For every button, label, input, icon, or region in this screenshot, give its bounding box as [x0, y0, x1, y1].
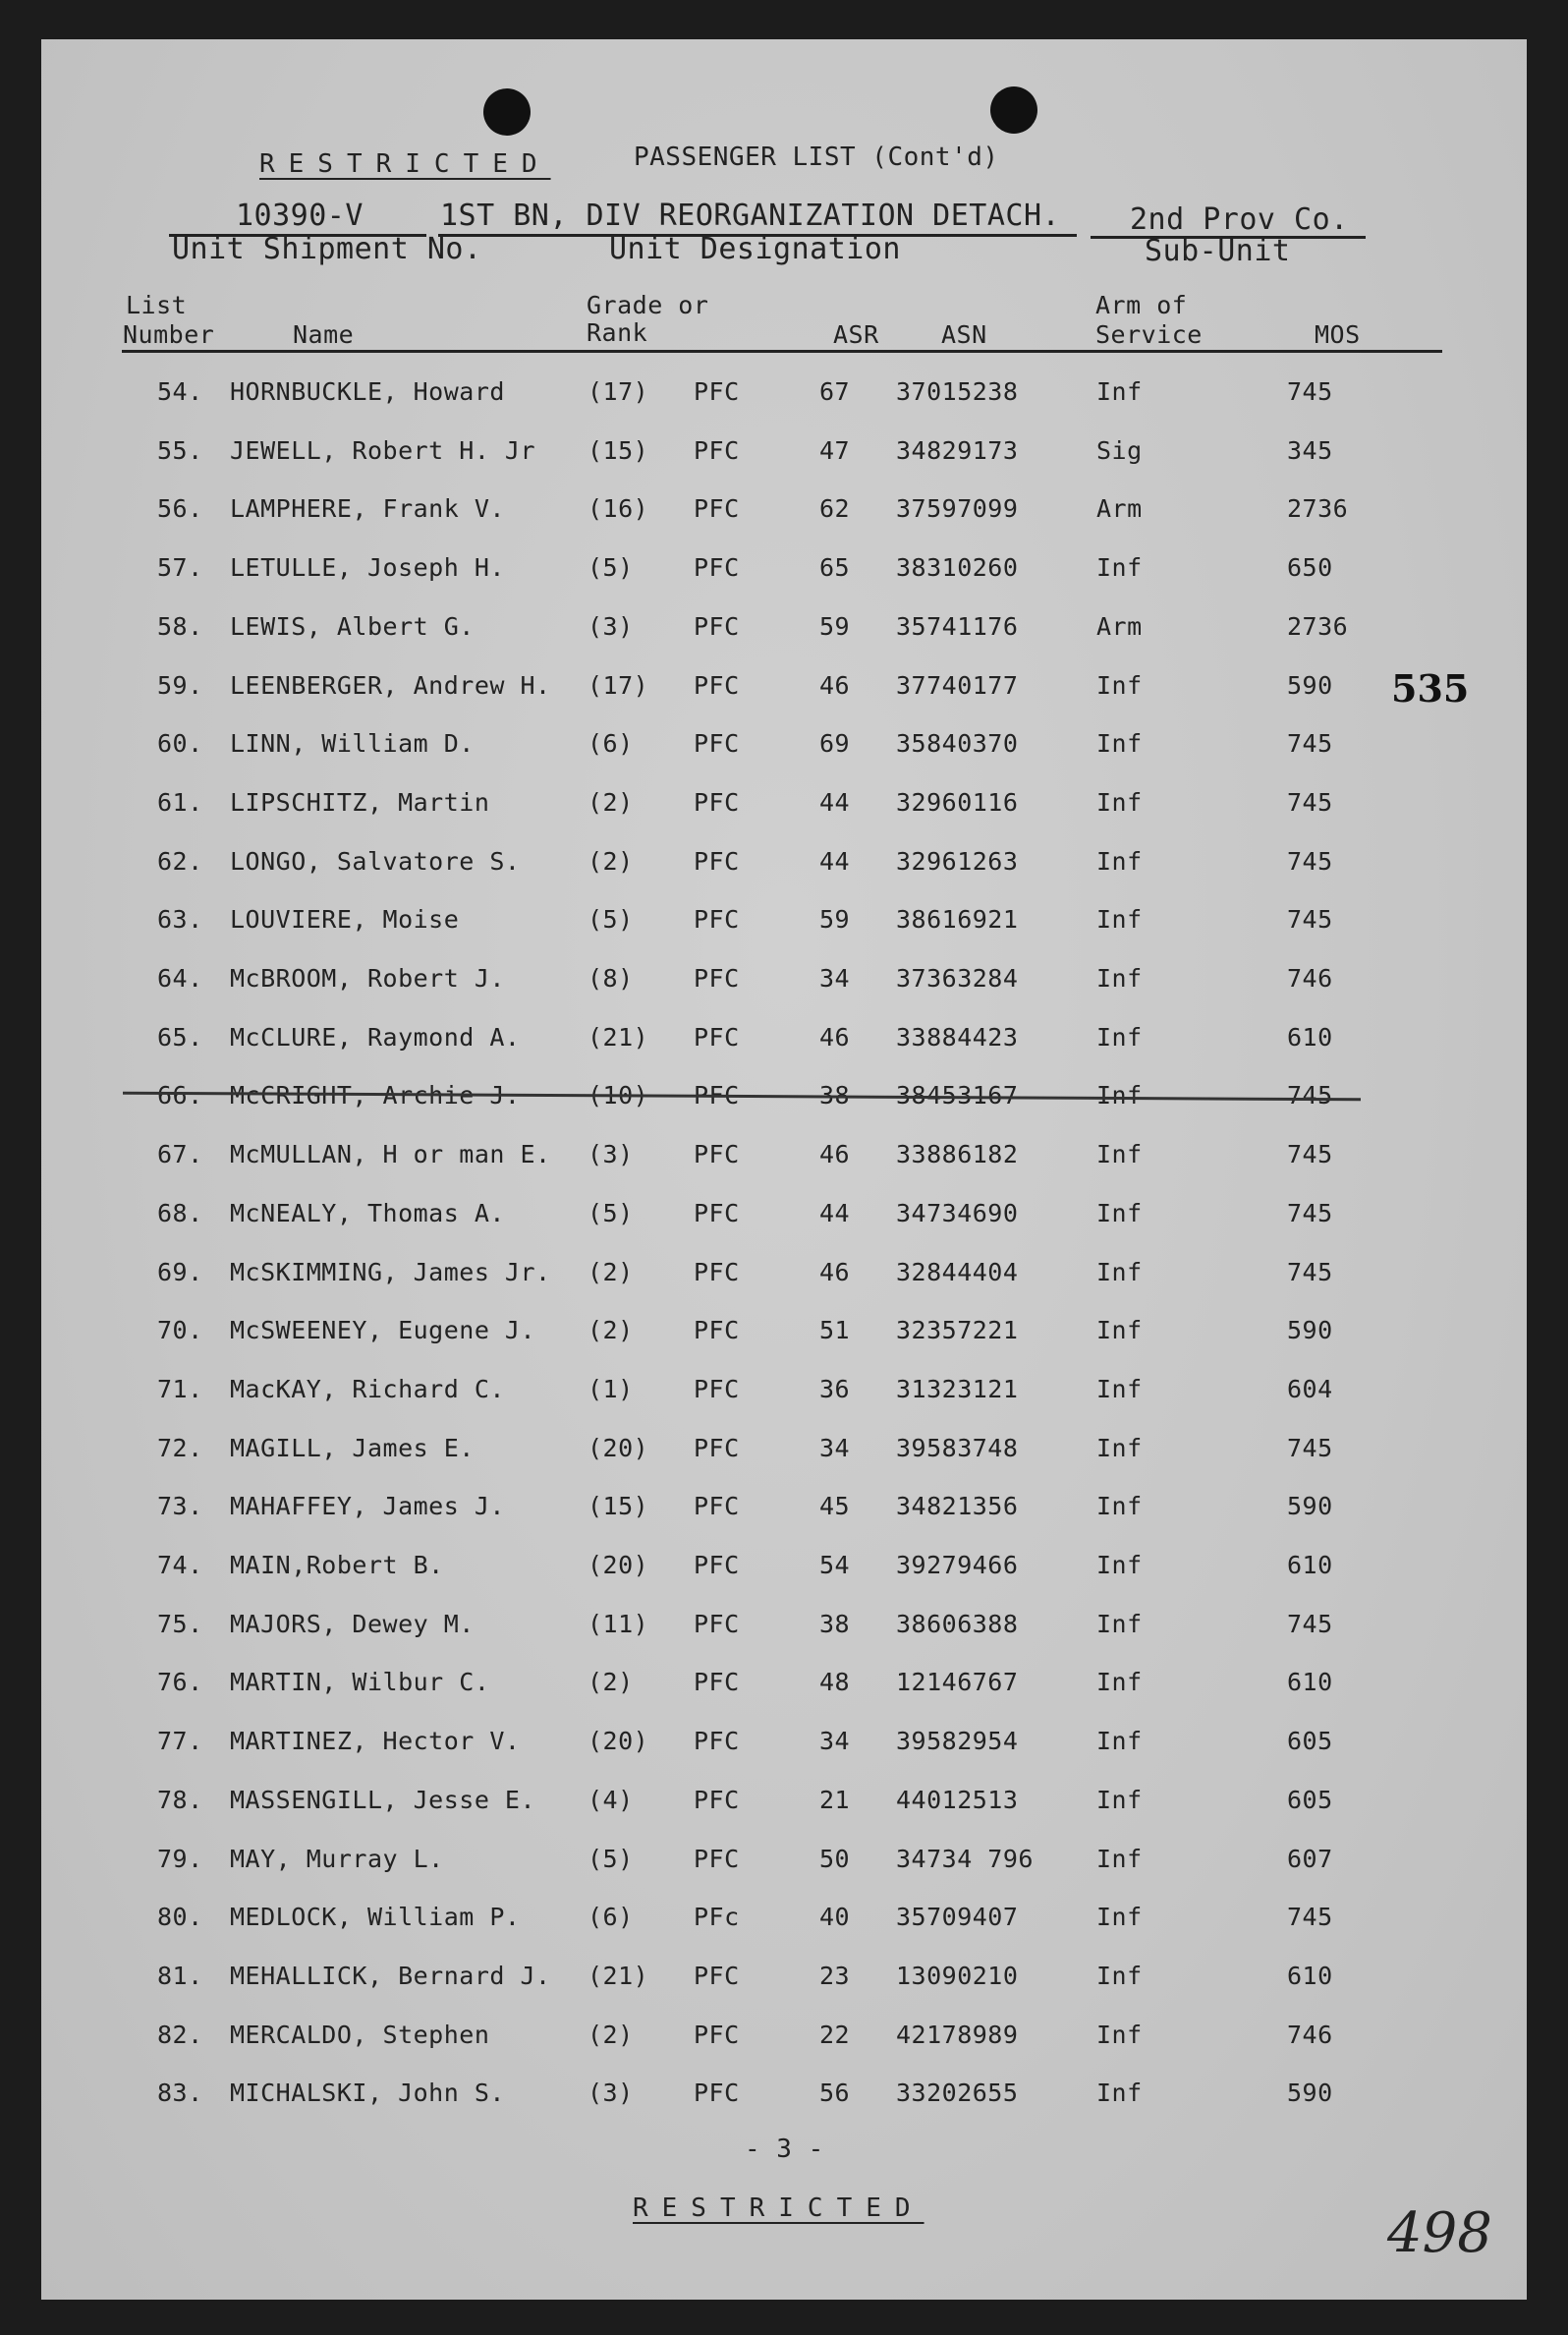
cell-grade: (4) — [588, 1786, 634, 1814]
cell-arm: Inf — [1096, 1316, 1143, 1344]
cell-num: 56. — [157, 494, 203, 523]
cell-num: 77. — [157, 1727, 203, 1755]
cell-arm: Inf — [1096, 1786, 1143, 1814]
sub-unit: 2nd Prov Co. — [1130, 202, 1349, 237]
cell-arm: Inf — [1096, 1610, 1143, 1638]
unit-designation: 1ST BN, DIV REORGANIZATION DETACH. — [440, 199, 1061, 233]
table-row — [0, 671, 1568, 711]
cell-asr: 59 — [819, 612, 851, 641]
cell-grade: (6) — [588, 1903, 634, 1931]
handwritten-page-number: 498 — [1387, 2201, 1492, 2265]
cell-rank: PFC — [694, 2079, 740, 2107]
cell-asn: 34734 796 — [896, 1845, 1034, 1873]
cell-num: 54. — [157, 377, 203, 406]
table-row — [0, 1668, 1568, 1707]
cell-grade: (15) — [588, 1492, 649, 1520]
cell-rank: PFC — [694, 553, 740, 582]
cell-grade: (5) — [588, 905, 634, 934]
cell-rank: PFC — [694, 1199, 740, 1227]
cell-asr: 23 — [819, 1962, 851, 1990]
cell-grade: (6) — [588, 729, 634, 758]
cell-asn: 37740177 — [896, 671, 1019, 700]
classification-header: RESTRICTED — [259, 149, 551, 179]
cell-num: 65. — [157, 1023, 203, 1052]
cell-asn: 35709407 — [896, 1903, 1019, 1931]
cell-name: LAMPHERE, Frank V. — [230, 494, 505, 523]
cell-rank: PFC — [694, 1551, 740, 1579]
cell-arm: Inf — [1096, 1081, 1143, 1110]
cell-num: 83. — [157, 2079, 203, 2107]
cell-name: MICHALSKI, John S. — [230, 2079, 505, 2107]
cell-asr: 46 — [819, 1258, 851, 1286]
cell-rank: PFC — [694, 1727, 740, 1755]
cell-arm: Inf — [1096, 1903, 1143, 1931]
cell-num: 80. — [157, 1903, 203, 1931]
cell-arm: Inf — [1096, 1434, 1143, 1462]
table-row — [0, 847, 1568, 886]
cell-name: JEWELL, Robert H. Jr — [230, 436, 536, 465]
cell-asn: 39583748 — [896, 1434, 1019, 1462]
cell-rank: PFC — [694, 847, 740, 876]
cell-num: 57. — [157, 553, 203, 582]
cell-mos: 745 — [1287, 1199, 1333, 1227]
cell-mos: 746 — [1287, 964, 1333, 993]
cell-rank: PFC — [694, 1375, 740, 1403]
cell-asr: 21 — [819, 1786, 851, 1814]
cell-asr: 46 — [819, 1140, 851, 1168]
cell-grade: (2) — [588, 1316, 634, 1344]
col-rank-label: Rank — [587, 318, 648, 347]
unit-label: Unit Designation — [609, 232, 901, 266]
col-number-label: Number — [123, 320, 215, 349]
table-row — [0, 1845, 1568, 1884]
cell-num: 62. — [157, 847, 203, 876]
cell-arm: Inf — [1096, 1199, 1143, 1227]
cell-asn: 33884423 — [896, 1023, 1019, 1052]
cell-arm: Inf — [1096, 1375, 1143, 1403]
cell-arm: Inf — [1096, 553, 1143, 582]
cell-name: MERCALDO, Stephen — [230, 2021, 490, 2049]
table-row — [0, 1081, 1568, 1120]
cell-name: MAY, Murray L. — [230, 1845, 444, 1873]
cell-grade: (10) — [588, 1081, 649, 1110]
cell-num: 70. — [157, 1316, 203, 1344]
cell-name: McCLURE, Raymond A. — [230, 1023, 521, 1052]
cell-mos: 745 — [1287, 1081, 1333, 1110]
cell-asr: 34 — [819, 964, 851, 993]
cell-arm: Inf — [1096, 788, 1143, 817]
column-header-rule — [122, 350, 1442, 353]
cell-asr: 34 — [819, 1727, 851, 1755]
cell-asn: 37015238 — [896, 377, 1019, 406]
cell-asn: 12146767 — [896, 1668, 1019, 1696]
cell-asr: 34 — [819, 1434, 851, 1462]
cell-asn: 39582954 — [896, 1727, 1019, 1755]
cell-arm: Sig — [1096, 436, 1143, 465]
cell-asr: 44 — [819, 788, 851, 817]
cell-asn: 34821356 — [896, 1492, 1019, 1520]
shipment-number: 10390-V — [236, 199, 364, 233]
cell-num: 76. — [157, 1668, 203, 1696]
cell-num: 60. — [157, 729, 203, 758]
cell-rank: PFC — [694, 964, 740, 993]
cell-rank: PFC — [694, 905, 740, 934]
cell-asr: 50 — [819, 1845, 851, 1873]
cell-mos: 745 — [1287, 377, 1333, 406]
cell-mos: 745 — [1287, 1258, 1333, 1286]
cell-name: MEDLOCK, William P. — [230, 1903, 521, 1931]
col-mos-label: MOS — [1315, 320, 1361, 349]
cell-grade: (1) — [588, 1375, 634, 1403]
cell-arm: Inf — [1096, 2079, 1143, 2107]
cell-mos: 605 — [1287, 1786, 1333, 1814]
table-row — [0, 1375, 1568, 1414]
table-row — [0, 1492, 1568, 1531]
cell-asr: 65 — [819, 553, 851, 582]
cell-rank: PFC — [694, 1845, 740, 1873]
cell-grade: (20) — [588, 1434, 649, 1462]
cell-rank: PFC — [694, 1434, 740, 1462]
table-row — [0, 1610, 1568, 1649]
table-row — [0, 1786, 1568, 1825]
cell-grade: (17) — [588, 377, 649, 406]
cell-name: MAGILL, James E. — [230, 1434, 475, 1462]
document-title: PASSENGER LIST (Cont'd) — [634, 142, 999, 172]
table-row — [0, 1434, 1568, 1473]
cell-asr: 46 — [819, 671, 851, 700]
cell-asn: 37363284 — [896, 964, 1019, 993]
cell-name: McNEALY, Thomas A. — [230, 1199, 505, 1227]
cell-asr: 22 — [819, 2021, 851, 2049]
cell-name: MASSENGILL, Jesse E. — [230, 1786, 536, 1814]
cell-mos: 2736 — [1287, 612, 1349, 641]
cell-grade: (5) — [588, 1199, 634, 1227]
cell-name: McCRIGHT, Archie J. — [230, 1081, 521, 1110]
cell-name: MAIN,Robert B. — [230, 1551, 444, 1579]
table-row — [0, 1140, 1568, 1179]
cell-grade: (8) — [588, 964, 634, 993]
cell-rank: PFc — [694, 1903, 740, 1931]
cell-asn: 32357221 — [896, 1316, 1019, 1344]
cell-arm: Inf — [1096, 1668, 1143, 1696]
cell-arm: Arm — [1096, 494, 1143, 523]
cell-mos: 745 — [1287, 1903, 1333, 1931]
cell-mos: 590 — [1287, 1316, 1333, 1344]
cell-num: 81. — [157, 1962, 203, 1990]
cell-grade: (11) — [588, 1610, 649, 1638]
cell-mos: 590 — [1287, 1492, 1333, 1520]
cell-arm: Inf — [1096, 964, 1143, 993]
cell-arm: Inf — [1096, 1140, 1143, 1168]
cell-arm: Inf — [1096, 377, 1143, 406]
table-row — [0, 1551, 1568, 1590]
cell-asn: 35840370 — [896, 729, 1019, 758]
cell-grade: (20) — [588, 1727, 649, 1755]
cell-asn: 39279466 — [896, 1551, 1019, 1579]
cell-mos: 745 — [1287, 1434, 1333, 1462]
cell-asr: 51 — [819, 1316, 851, 1344]
cell-asr: 47 — [819, 436, 851, 465]
cell-asn: 31323121 — [896, 1375, 1019, 1403]
shipment-label: Unit Shipment No. — [172, 232, 482, 266]
cell-name: McSWEENEY, Eugene J. — [230, 1316, 536, 1344]
cell-rank: PFC — [694, 377, 740, 406]
cell-mos: 610 — [1287, 1962, 1333, 1990]
cell-num: 79. — [157, 1845, 203, 1873]
table-row — [0, 1258, 1568, 1297]
cell-mos: 590 — [1287, 2079, 1333, 2107]
cell-asn: 32961263 — [896, 847, 1019, 876]
cell-num: 69. — [157, 1258, 203, 1286]
cell-asn: 38310260 — [896, 553, 1019, 582]
cell-name: MARTINEZ, Hector V. — [230, 1727, 521, 1755]
cell-num: 73. — [157, 1492, 203, 1520]
cell-name: LOUVIERE, Moise — [230, 905, 460, 934]
cell-grade: (2) — [588, 1668, 634, 1696]
cell-name: MEHALLICK, Bernard J. — [230, 1962, 551, 1990]
cell-asr: 62 — [819, 494, 851, 523]
cell-asn: 32844404 — [896, 1258, 1019, 1286]
cell-mos: 605 — [1287, 1727, 1333, 1755]
cell-asn: 34734690 — [896, 1199, 1019, 1227]
cell-name: LETULLE, Joseph H. — [230, 553, 505, 582]
cell-rank: PFC — [694, 1610, 740, 1638]
cell-num: 61. — [157, 788, 203, 817]
col-asr-label: ASR — [833, 320, 879, 349]
cell-arm: Inf — [1096, 1551, 1143, 1579]
cell-grade: (2) — [588, 847, 634, 876]
cell-num: 78. — [157, 1786, 203, 1814]
cell-asr: 36 — [819, 1375, 851, 1403]
cell-grade: (17) — [588, 671, 649, 700]
cell-grade: (2) — [588, 1258, 634, 1286]
table-row — [0, 2021, 1568, 2060]
col-name-label: Name — [293, 320, 355, 349]
cell-grade: (2) — [588, 788, 634, 817]
cell-rank: PFC — [694, 1668, 740, 1696]
cell-rank: PFC — [694, 788, 740, 817]
cell-asr: 56 — [819, 2079, 851, 2107]
cell-arm: Inf — [1096, 729, 1143, 758]
table-row — [0, 788, 1568, 827]
cell-mos: 745 — [1287, 1610, 1333, 1638]
cell-arm: Arm — [1096, 612, 1143, 641]
cell-mos: 590 — [1287, 671, 1333, 700]
cell-rank: PFC — [694, 1316, 740, 1344]
cell-asn: 44012513 — [896, 1786, 1019, 1814]
cell-name: McBROOM, Robert J. — [230, 964, 505, 993]
cell-asn: 33202655 — [896, 2079, 1019, 2107]
cell-name: MAJORS, Dewey M. — [230, 1610, 475, 1638]
cell-num: 55. — [157, 436, 203, 465]
cell-rank: PFC — [694, 1492, 740, 1520]
cell-asr: 59 — [819, 905, 851, 934]
cell-asn: 33886182 — [896, 1140, 1019, 1168]
table-row — [0, 1316, 1568, 1355]
cell-name: LEENBERGER, Andrew H. — [230, 671, 551, 700]
punch-hole — [990, 86, 1037, 134]
table-row — [0, 553, 1568, 593]
classification-footer: RESTRICTED — [633, 2193, 924, 2223]
cell-arm: Inf — [1096, 1023, 1143, 1052]
cell-grade: (21) — [588, 1962, 649, 1990]
cell-asn: 38616921 — [896, 905, 1019, 934]
cell-rank: PFC — [694, 1786, 740, 1814]
cell-grade: (20) — [588, 1551, 649, 1579]
cell-name: MARTIN, Wilbur C. — [230, 1668, 490, 1696]
col-asn-label: ASN — [941, 320, 987, 349]
table-row — [0, 729, 1568, 769]
cell-grade: (3) — [588, 2079, 634, 2107]
cell-num: 82. — [157, 2021, 203, 2049]
cell-grade: (5) — [588, 1845, 634, 1873]
cell-grade: (16) — [588, 494, 649, 523]
table-row — [0, 1727, 1568, 1766]
cell-rank: PFC — [694, 1258, 740, 1286]
cell-mos: 745 — [1287, 847, 1333, 876]
cell-arm: Inf — [1096, 1727, 1143, 1755]
cell-mos: 610 — [1287, 1023, 1333, 1052]
cell-num: 68. — [157, 1199, 203, 1227]
cell-mos: 610 — [1287, 1551, 1333, 1579]
cell-mos: 745 — [1287, 788, 1333, 817]
cell-num: 63. — [157, 905, 203, 934]
cell-name: LEWIS, Albert G. — [230, 612, 475, 641]
cell-asr: 40 — [819, 1903, 851, 1931]
cell-name: MAHAFFEY, James J. — [230, 1492, 505, 1520]
cell-arm: Inf — [1096, 847, 1143, 876]
cell-asn: 38453167 — [896, 1081, 1019, 1110]
sub-unit-label: Sub-Unit — [1145, 234, 1291, 268]
cell-name: LINN, William D. — [230, 729, 475, 758]
page-number: - 3 - — [745, 2135, 824, 2164]
cell-arm: Inf — [1096, 1845, 1143, 1873]
cell-name: McMULLAN, H or man E. — [230, 1140, 551, 1168]
table-row — [0, 494, 1568, 534]
table-row — [0, 1962, 1568, 2001]
cell-grade: (21) — [588, 1023, 649, 1052]
col-list-label: List — [126, 291, 188, 319]
table-row — [0, 1199, 1568, 1238]
cell-asr: 44 — [819, 847, 851, 876]
cell-asr: 45 — [819, 1492, 851, 1520]
cell-asr: 54 — [819, 1551, 851, 1579]
cell-rank: PFC — [694, 1023, 740, 1052]
cell-rank: PFC — [694, 671, 740, 700]
cell-mos: 610 — [1287, 1668, 1333, 1696]
cell-mos: 746 — [1287, 2021, 1333, 2049]
table-row — [0, 1903, 1568, 1942]
cell-mos: 745 — [1287, 1140, 1333, 1168]
cell-arm: Inf — [1096, 2021, 1143, 2049]
cell-name: LONGO, Salvatore S. — [230, 847, 521, 876]
cell-mos: 607 — [1287, 1845, 1333, 1873]
cell-mos: 745 — [1287, 729, 1333, 758]
cell-num: 67. — [157, 1140, 203, 1168]
cell-rank: PFC — [694, 1081, 740, 1110]
margin-stamp: 535 — [1391, 666, 1470, 711]
cell-rank: PFC — [694, 436, 740, 465]
cell-asr: 46 — [819, 1023, 851, 1052]
cell-mos: 650 — [1287, 553, 1333, 582]
cell-asr: 44 — [819, 1199, 851, 1227]
cell-name: LIPSCHITZ, Martin — [230, 788, 490, 817]
cell-asn: 42178989 — [896, 2021, 1019, 2049]
cell-num: 74. — [157, 1551, 203, 1579]
table-row — [0, 905, 1568, 944]
cell-grade: (2) — [588, 2021, 634, 2049]
cell-num: 72. — [157, 1434, 203, 1462]
cell-mos: 345 — [1287, 436, 1333, 465]
cell-name: McSKIMMING, James Jr. — [230, 1258, 551, 1286]
col-arm-label: Arm of — [1095, 291, 1188, 319]
table-row — [0, 436, 1568, 476]
cell-asr: 38 — [819, 1610, 851, 1638]
cell-name: HORNBUCKLE, Howard — [230, 377, 505, 406]
cell-asr: 67 — [819, 377, 851, 406]
cell-asn: 32960116 — [896, 788, 1019, 817]
cell-num: 75. — [157, 1610, 203, 1638]
table-row — [0, 2079, 1568, 2118]
cell-asr: 48 — [819, 1668, 851, 1696]
cell-asn: 38606388 — [896, 1610, 1019, 1638]
cell-num: 71. — [157, 1375, 203, 1403]
cell-rank: PFC — [694, 729, 740, 758]
cell-num: 59. — [157, 671, 203, 700]
cell-grade: (3) — [588, 1140, 634, 1168]
cell-grade: (3) — [588, 612, 634, 641]
cell-arm: Inf — [1096, 1258, 1143, 1286]
cell-mos: 745 — [1287, 905, 1333, 934]
punch-hole — [483, 88, 531, 136]
col-service-label: Service — [1095, 320, 1203, 349]
cell-arm: Inf — [1096, 905, 1143, 934]
cell-mos: 604 — [1287, 1375, 1333, 1403]
cell-grade: (15) — [588, 436, 649, 465]
cell-asr: 38 — [819, 1081, 851, 1110]
cell-arm: Inf — [1096, 1492, 1143, 1520]
cell-rank: PFC — [694, 1962, 740, 1990]
cell-rank: PFC — [694, 494, 740, 523]
cell-asn: 34829173 — [896, 436, 1019, 465]
cell-name: MacKAY, Richard C. — [230, 1375, 505, 1403]
cell-grade: (5) — [588, 553, 634, 582]
table-row — [0, 612, 1568, 652]
cell-rank: PFC — [694, 612, 740, 641]
table-row — [0, 1023, 1568, 1062]
cell-rank: PFC — [694, 1140, 740, 1168]
cell-rank: PFC — [694, 2021, 740, 2049]
table-row — [0, 964, 1568, 1003]
cell-arm: Inf — [1096, 1962, 1143, 1990]
cell-num: 66. — [157, 1081, 203, 1110]
table-row — [0, 377, 1568, 417]
cell-asn: 37597099 — [896, 494, 1019, 523]
cell-num: 58. — [157, 612, 203, 641]
cell-mos: 2736 — [1287, 494, 1349, 523]
cell-asn: 13090210 — [896, 1962, 1019, 1990]
cell-arm: Inf — [1096, 671, 1143, 700]
cell-asn: 35741176 — [896, 612, 1019, 641]
cell-asr: 69 — [819, 729, 851, 758]
cell-num: 64. — [157, 964, 203, 993]
col-grade-label: Grade or — [587, 291, 709, 319]
